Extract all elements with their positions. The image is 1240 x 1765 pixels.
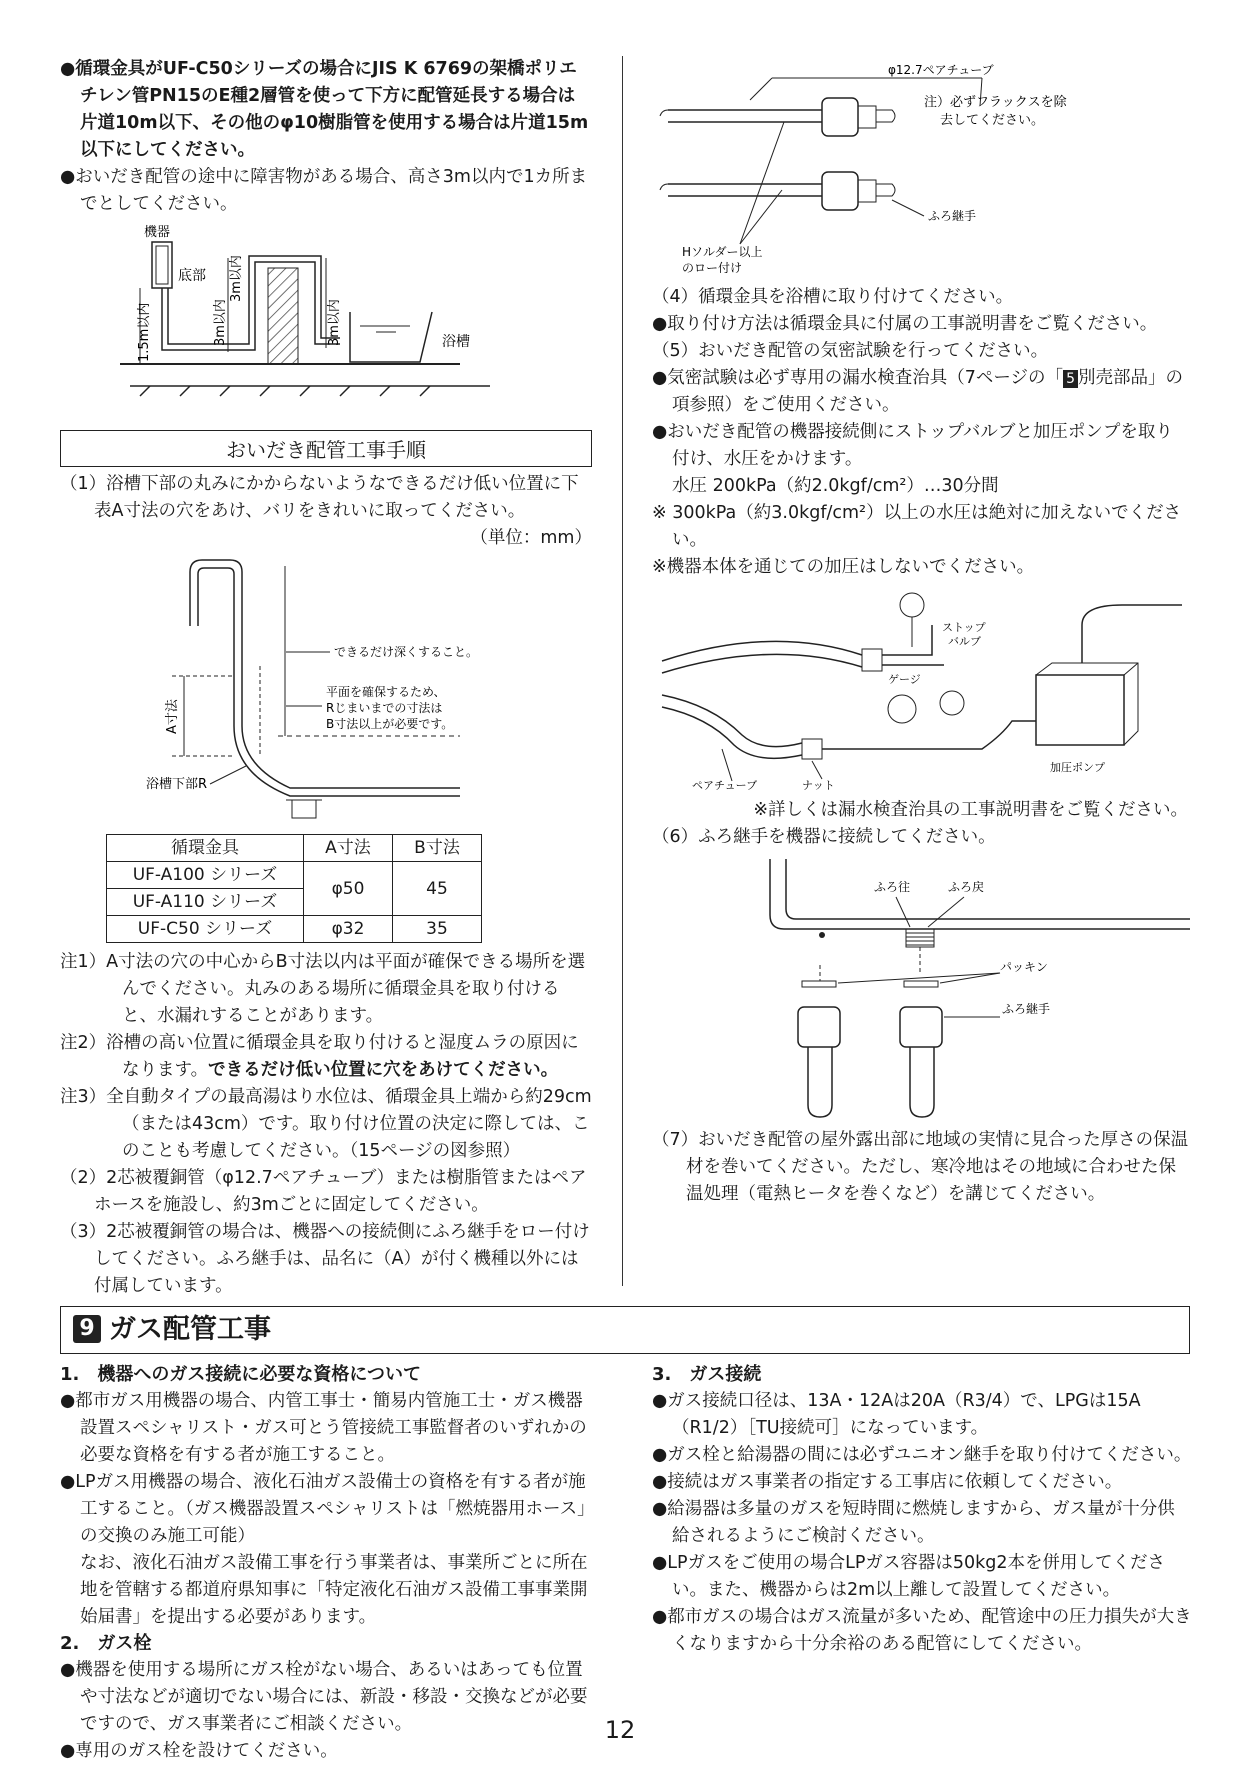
gas-bullet-pressure-loss: ●都市ガスの場合はガス流量が多いため、配管途中の圧力損失が大きくなりますから十分余裕のある配管にしてください。 bbox=[652, 1607, 1192, 1654]
gas-bullet-supply: ●給湯器は多量のガスを短時間に燃焼しますから、ガス量が十分供給されるようにご検討ください。 bbox=[652, 1499, 1175, 1546]
fig1-label-yokuso: 浴槽 bbox=[442, 334, 470, 350]
fig4-label-stop2: バルブ bbox=[948, 635, 981, 648]
fig5-label-joint: ふろ継手 bbox=[1002, 1002, 1051, 1016]
fig2-label-deep: できるだけ深くすること。 bbox=[334, 645, 479, 659]
bath-joint-diagram bbox=[652, 855, 1190, 1123]
bullet-stop-valve: ●おいだき配管の機器接続側にストップバルブと加圧ポンプを取り付け、水圧をかけます。 bbox=[652, 422, 1173, 469]
bullet-airtight-text-2: 別売部品」の項参照）をご使用ください。 bbox=[672, 368, 1183, 415]
obstacle-height-diagram bbox=[60, 222, 592, 422]
fig1-label-h3: 3m以内 bbox=[229, 255, 244, 302]
unit-label: （単位：mm） bbox=[470, 528, 592, 548]
fig3-label-joint: ふろ継手 bbox=[928, 209, 977, 223]
fig3-label-note2: 去してください。 bbox=[940, 113, 1045, 128]
page-number: 12 bbox=[604, 1716, 636, 1744]
table-header-b: B寸法 bbox=[393, 835, 482, 862]
column-divider bbox=[622, 56, 623, 1286]
table-cell-b-45: 45 bbox=[393, 862, 482, 916]
table-cell-uf-c50: UF-C50 シリーズ bbox=[107, 916, 304, 943]
table-header-fitting: 循環金具 bbox=[107, 835, 304, 862]
fig3-label-solder1: Hソルダー以上 bbox=[682, 245, 763, 259]
table-cell-uf-a110: UF-A110 シリーズ bbox=[107, 889, 304, 916]
fig1-label-h1: 1.5m以内 bbox=[137, 302, 152, 362]
fig1-label-h4: 3m以内 bbox=[327, 299, 342, 346]
warning-300kpa: ※ 300kPa（約3.0kgf/cm²）以上の水圧は絶対に加えないでください。 bbox=[652, 503, 1182, 550]
step-2: （2）2芯被覆銅管（φ12.7ペアチューブ）または樹脂管またはペアホースを施設し、約3mごとに固定してください。 bbox=[60, 1168, 587, 1215]
step-6: （6）ふろ継手を機器に接続してください。 bbox=[652, 827, 996, 847]
fig4-label-nut: ナット bbox=[802, 779, 835, 792]
gas-bullet-contractor: ●接続はガス事業者の指定する工事店に依頼してください。 bbox=[652, 1472, 1123, 1492]
fig2-label-flat1: 平面を確保するため、 bbox=[326, 685, 446, 699]
paragraph-obstacle: ●おいだき配管の途中に障害物がある場合、高さ3m以内で1カ所までとしてください。 bbox=[60, 167, 588, 214]
fig5-label-out: ふろ往 bbox=[874, 880, 911, 894]
gas-bullet-city: ●都市ガス用機器の場合、内管工事士・簡易内管施工士・ガス機器設置スペシャリスト・ガス可とう管接続工事監督者のいずれかの必要な資格を有する者が施工すること。 bbox=[60, 1391, 587, 1465]
fig2-label-flat2: Rじまいまでの寸法は bbox=[326, 701, 443, 715]
fig1-label-teibu: 底部 bbox=[178, 268, 206, 284]
table-cell-uf-a100: UF-A100 シリーズ bbox=[107, 862, 304, 889]
gas-bullet-union: ●ガス栓と給湯器の間には必ずユニオン継手を取り付けてください。 bbox=[652, 1445, 1192, 1465]
gas-bullet-diameter: ●ガス接続口径は、13A・12Aは20A（R3/4）で、LPGは15A（R1/2）［TU接続可］になっています。 bbox=[652, 1391, 1141, 1438]
gas-heading-3: 3. ガス接続 bbox=[652, 1364, 762, 1385]
gas-note-business: なお、液化石油ガス設備工事を行う事業者は、事業所ごとに所在地を管轄する都道府県知事に「特定液化石油ガス設備工事事業開始届書」を提出する必要があります。 bbox=[80, 1553, 588, 1627]
gas-heading-2: 2. ガス栓 bbox=[60, 1633, 152, 1654]
step-5: （5）おいだき配管の気密試験を行ってください。 bbox=[652, 341, 1049, 361]
fig3-label-solder2: のロー付け bbox=[682, 261, 743, 275]
bullet-airtight-text: ●気密試験は必ず専用の漏水検査治具（7ページの「 bbox=[652, 368, 1064, 388]
left-column bbox=[60, 56, 592, 1300]
right-column bbox=[652, 56, 1190, 1208]
fig4-label-stop1: ストップ bbox=[942, 621, 986, 634]
paragraph-uf-c50: ●循環金具がUF-C50シリーズの場合にJIS K 6769の架橋ポリエチレン管PN15のE種2層管を使って下方に配管延長する場合は片道10m以下、その他のφ10樹脂管を使用する場合は片道15m以下にしてください。 bbox=[60, 59, 589, 160]
step-3: （3）2芯被覆銅管の場合は、機器への接続側にふろ継手をロー付けしてください。ふろ継手は、品名に（A）が付く機種以外には付属しています。 bbox=[60, 1222, 590, 1296]
pressure-test-diagram bbox=[652, 585, 1190, 793]
gas-bullet-lp-cylinder: ●LPガスをご使用の場合LPガス容器は50kg2本を併用してください。また、機器からは2m以上離して設置してください。 bbox=[652, 1553, 1166, 1600]
step-4: （4）循環金具を浴槽に取り付けてください。 bbox=[652, 287, 1014, 307]
section-number-9: 9 bbox=[73, 1315, 101, 1343]
table-cell-a-phi32: φ32 bbox=[304, 916, 393, 943]
fig2-label-flat3: B寸法以上が必要です。 bbox=[326, 717, 454, 731]
note-3: 注3）全自動タイプの最高湯はり水位は、循環金具上端から約29cm（または43cm）です。取り付け位置の決定に際しては、このことも考慮してください。（15ページの図参照） bbox=[60, 1087, 592, 1161]
gas-bullet-valve: ●機器を使用する場所にガス栓がない場合、あるいはあっても位置や寸法などが適切でない場合には、新設・移設・交換などが必要ですので、ガス事業者にご相談ください。 bbox=[60, 1660, 588, 1734]
ref-number-5: 5 bbox=[1063, 370, 1078, 388]
gas-left-column bbox=[60, 1362, 600, 1765]
bullet-install-method: ●取り付け方法は循環金具に付属の工事説明書をご覧ください。 bbox=[652, 314, 1158, 334]
table-cell-b-35: 35 bbox=[393, 916, 482, 943]
fig2-label-a: A寸法 bbox=[165, 699, 180, 734]
note-2 bbox=[60, 1030, 592, 1084]
fig4-label-gauge: ゲージ bbox=[888, 673, 921, 686]
fig2-label-r: 浴槽下部R bbox=[146, 777, 208, 792]
hole-position-diagram bbox=[60, 556, 592, 828]
gas-section-header bbox=[60, 1306, 1190, 1354]
table-cell-a-phi50: φ50 bbox=[304, 862, 393, 916]
gas-bullet-lp: ●LPガス用機器の場合、液化石油ガス設備士の資格を有する者が施工すること。（ガス機器設置スペシャリストは「燃焼器用ホース」の交換のみ施工可能） bbox=[60, 1472, 595, 1546]
fig5-label-back: ふろ戻 bbox=[948, 880, 985, 894]
gas-heading-1: 1. 機器へのガス接続に必要な資格について bbox=[60, 1364, 422, 1385]
fig4-label-pair: ペアチューブ bbox=[692, 779, 758, 792]
table-header-a: A寸法 bbox=[304, 835, 393, 862]
fig1-label-kiki: 機器 bbox=[144, 225, 171, 240]
note-2-emphasis: できるだけ低い位置に穴をあけてください。 bbox=[208, 1060, 559, 1080]
pressure-condition: 水圧 200kPa（約2.0kgf/cm²）…30分間 bbox=[672, 476, 999, 496]
section-title-oidaki: おいだき配管工事手順 bbox=[60, 430, 592, 467]
bullet-airtight-test bbox=[652, 365, 1190, 419]
pair-tube-diagram bbox=[652, 60, 1190, 280]
fig4-label-pump: 加圧ポンプ bbox=[1050, 761, 1105, 774]
detail-note: ※詳しくは漏水検査治具の工事説明書をご覧ください。 bbox=[753, 800, 1188, 820]
note-2-text: 注2）浴槽の高い位置に循環金具を取り付けると湿度ムラの原因になります。 bbox=[60, 1033, 579, 1080]
fig3-label-pair: φ12.7ペアチューブ bbox=[888, 63, 994, 77]
fig5-label-packing: パッキン bbox=[1000, 960, 1048, 974]
fig3-label-note1: 注）必ずフラックスを除 bbox=[924, 95, 1067, 110]
gas-right-column bbox=[652, 1362, 1192, 1658]
gas-bullet-dedicated: ●専用のガス栓を設けてください。 bbox=[60, 1741, 338, 1761]
warning-no-body-pressure: ※機器本体を通じての加圧はしないでください。 bbox=[652, 557, 1035, 577]
fitting-dimension-table bbox=[106, 834, 482, 943]
gas-section-title: ガス配管工事 bbox=[109, 1314, 271, 1345]
step-1: （1）浴槽下部の丸みにかからないようなできるだけ低い位置に下表A寸法の穴をあけ、バリをきれいに取ってください。 bbox=[60, 474, 579, 521]
step-7: （7）おいだき配管の屋外露出部に地域の実情に見合った厚さの保温材を巻いてください。ただし、寒冷地はその地域に合わせた保温処理（電熱ヒータを巻くなど）を講じてください。 bbox=[652, 1130, 1189, 1204]
note-1: 注1）A寸法の穴の中心からB寸法以内は平面が確保できる場所を選んでください。丸みのある場所に循環金具を取り付けると、水漏れすることがあります。 bbox=[60, 952, 586, 1026]
fig1-label-h2: 3m以内 bbox=[213, 299, 228, 346]
